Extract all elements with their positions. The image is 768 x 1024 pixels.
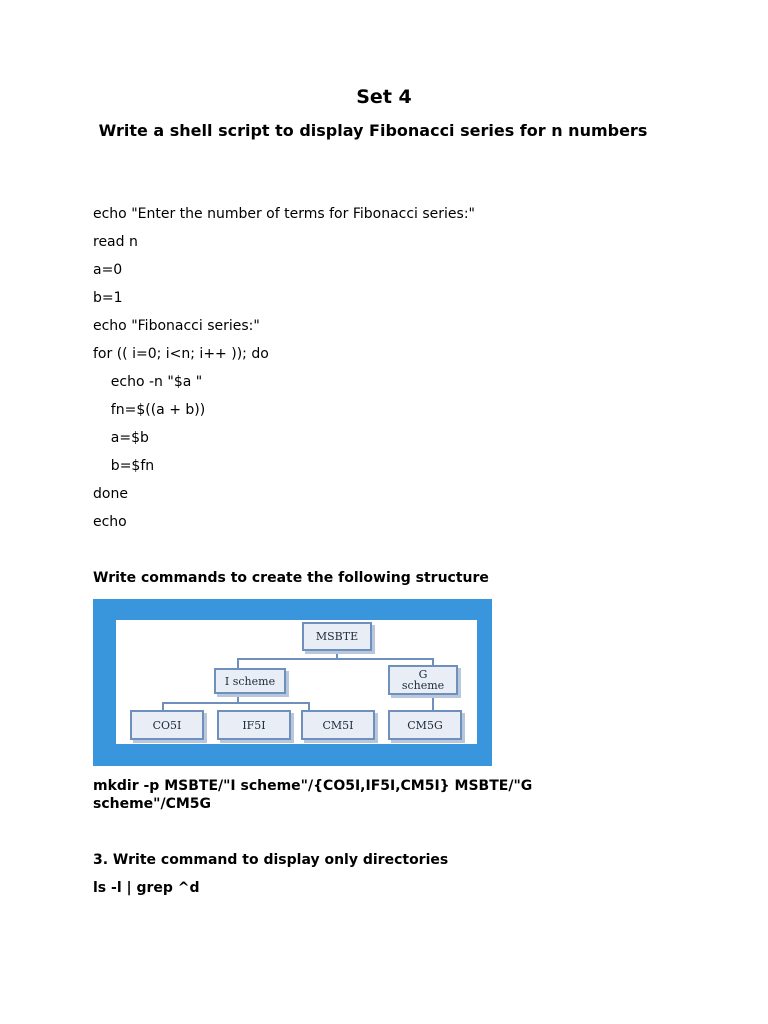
connector-line: [237, 658, 433, 660]
code-line: read n: [93, 234, 138, 250]
question-3-heading: 3. Write command to display only directories: [93, 852, 449, 868]
question-1-heading: Write a shell script to display Fibonacci series for n numbers: [93, 121, 648, 140]
code-line: b=$fn: [93, 458, 155, 474]
code-line: for (( i=0; i<n; i++ )); do: [93, 346, 269, 362]
code-line: fn=$((a + b)): [93, 402, 206, 418]
question-3-answer: ls -l | grep ^d: [93, 880, 200, 896]
diagram-canvas: [116, 620, 477, 744]
code-line: done: [93, 486, 128, 502]
code-line: echo "Enter the number of terms for Fibonacci series:": [93, 206, 475, 222]
question-2-answer: mkdir -p MSBTE/"I scheme"/{CO5I,IF5I,CM5I} MSBTE/"G scheme"/CM5G: [93, 778, 533, 812]
node-i-scheme: I scheme: [214, 668, 286, 694]
node-g-scheme: G scheme: [388, 665, 458, 695]
connector-line: [162, 702, 164, 710]
code-line: b=1: [93, 290, 123, 306]
node-cm5i: CM5I: [301, 710, 375, 740]
node-if5i: IF5I: [217, 710, 291, 740]
code-line: echo: [93, 514, 127, 530]
directory-tree-diagram: [93, 599, 492, 766]
code-line: echo "Fibonacci series:": [93, 318, 260, 334]
connector-line: [162, 702, 310, 704]
code-line: a=0: [93, 262, 123, 278]
node-co5i: CO5I: [130, 710, 204, 740]
code-line: echo -n "$a ": [93, 374, 203, 390]
node-root: MSBTE: [302, 622, 372, 651]
connector-line: [237, 658, 239, 668]
connector-line: [308, 702, 310, 710]
page-title: Set 4: [356, 86, 412, 108]
code-line: a=$b: [93, 430, 149, 446]
node-cm5g: CM5G: [388, 710, 462, 740]
question-2-heading: Write commands to create the following structure: [93, 570, 489, 586]
